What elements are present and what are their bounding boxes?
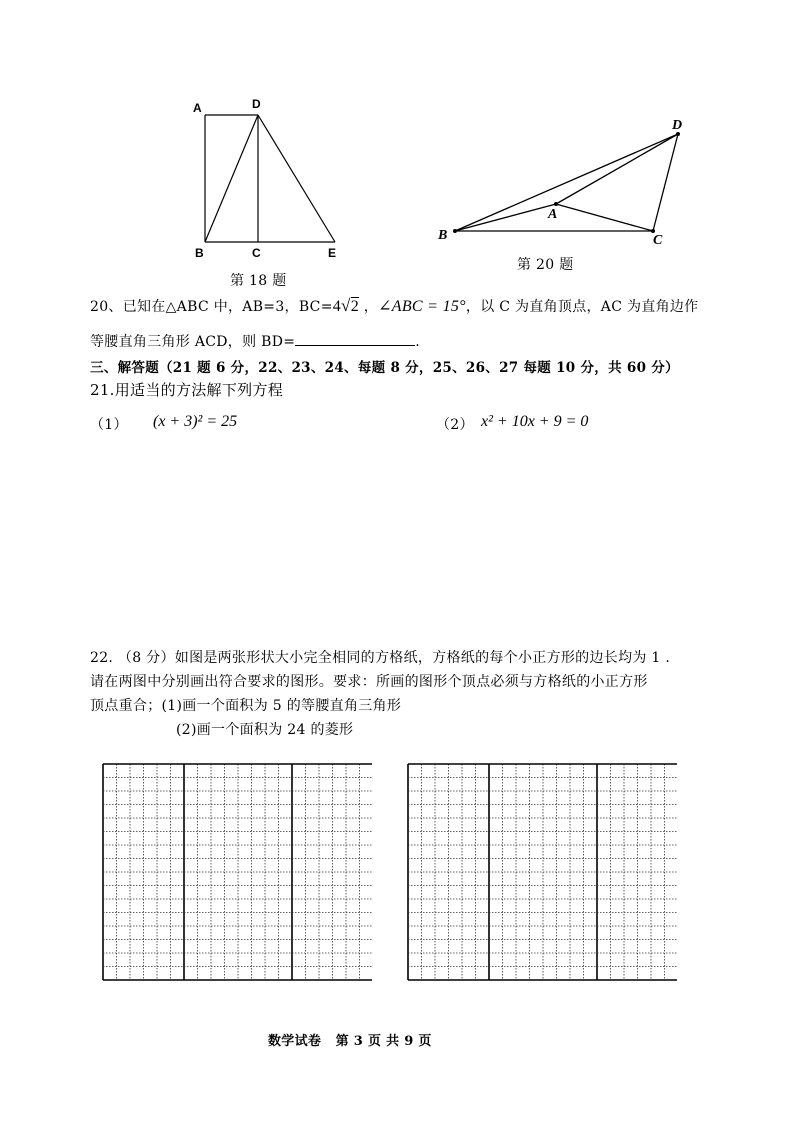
- question-20-line2: [90, 331, 420, 351]
- q20-angle: ∠ABC = 15°: [378, 298, 466, 315]
- q20-line2-prefix: 等腰直角三角形 ACD，则 BD=: [90, 334, 296, 350]
- label-A: A: [193, 101, 202, 115]
- q20-line2-suffix: .: [415, 334, 421, 350]
- section-3-heading: 三、解答题（21 题 6 分，22、23、24、每题 8 分，25、26、27 每题 10 分，共 60 分）: [90, 360, 679, 376]
- label-B: B: [195, 246, 204, 260]
- label-C: C: [653, 233, 663, 248]
- segment-dc: [653, 134, 678, 231]
- label-B: B: [438, 228, 448, 243]
- label-D: D: [672, 118, 683, 133]
- answer-blank[interactable]: [295, 332, 415, 346]
- figure-20: [430, 110, 700, 250]
- label-C: C: [252, 246, 261, 260]
- segment-bd: [455, 134, 678, 231]
- q21-part2-label: （2）: [436, 417, 474, 433]
- label-A: A: [548, 207, 558, 222]
- question-20-line1: 20、已知在△ABC 中，AB=3，BC=4√2 ，∠ABC = 15°，以 C 为直角顶点，AC 为直角边作: [90, 296, 699, 315]
- q21-part1-label: （1）: [90, 417, 128, 433]
- grid-paper-right[interactable]: [407, 763, 677, 981]
- label-E: E: [328, 246, 337, 260]
- figure-18-caption: 第 18 题: [230, 273, 287, 289]
- q20-prefix: 20、已知在△ABC 中，AB=3，BC=: [90, 299, 333, 315]
- segment-ad: [556, 134, 678, 204]
- segment-ba: [455, 204, 556, 231]
- figure-20-caption: 第 20 题: [517, 257, 574, 273]
- q21-part1-equation: (x + 3)² = 25: [153, 413, 238, 430]
- question-22-line1: 22. （8 分）如图是两张形状大小完全相同的方格纸，方格纸的每个小正方形的边长均为 1 .: [90, 650, 671, 666]
- question-22-line2: 请在两图中分别画出符合要求的图形。要求：所画的图形个顶点必须与方格纸的小正方形: [90, 674, 648, 690]
- question-21-title: 21.用适当的方法解下列方程: [90, 381, 284, 399]
- q20-bc-value: 4√2: [332, 296, 359, 315]
- q21-part2-equation: x² + 10x + 9 = 0: [481, 413, 589, 430]
- question-22-line3: 顶点重合；(1)画一个面积为 5 的等腰直角三角形: [90, 698, 402, 714]
- segment-ac: [556, 204, 653, 231]
- label-D: D: [252, 97, 261, 111]
- question-22-line4: (2)画一个面积为 24 的菱形: [176, 722, 354, 738]
- q20-suffix: ，以 C 为直角顶点，AC 为直角边作: [465, 299, 699, 315]
- segment-de: [258, 115, 335, 242]
- segment-db: [205, 115, 258, 242]
- page-footer: 数学试卷 第 3 页 共 9 页: [268, 1034, 432, 1049]
- grid-paper-left[interactable]: [102, 763, 372, 981]
- figure-18: [180, 90, 360, 275]
